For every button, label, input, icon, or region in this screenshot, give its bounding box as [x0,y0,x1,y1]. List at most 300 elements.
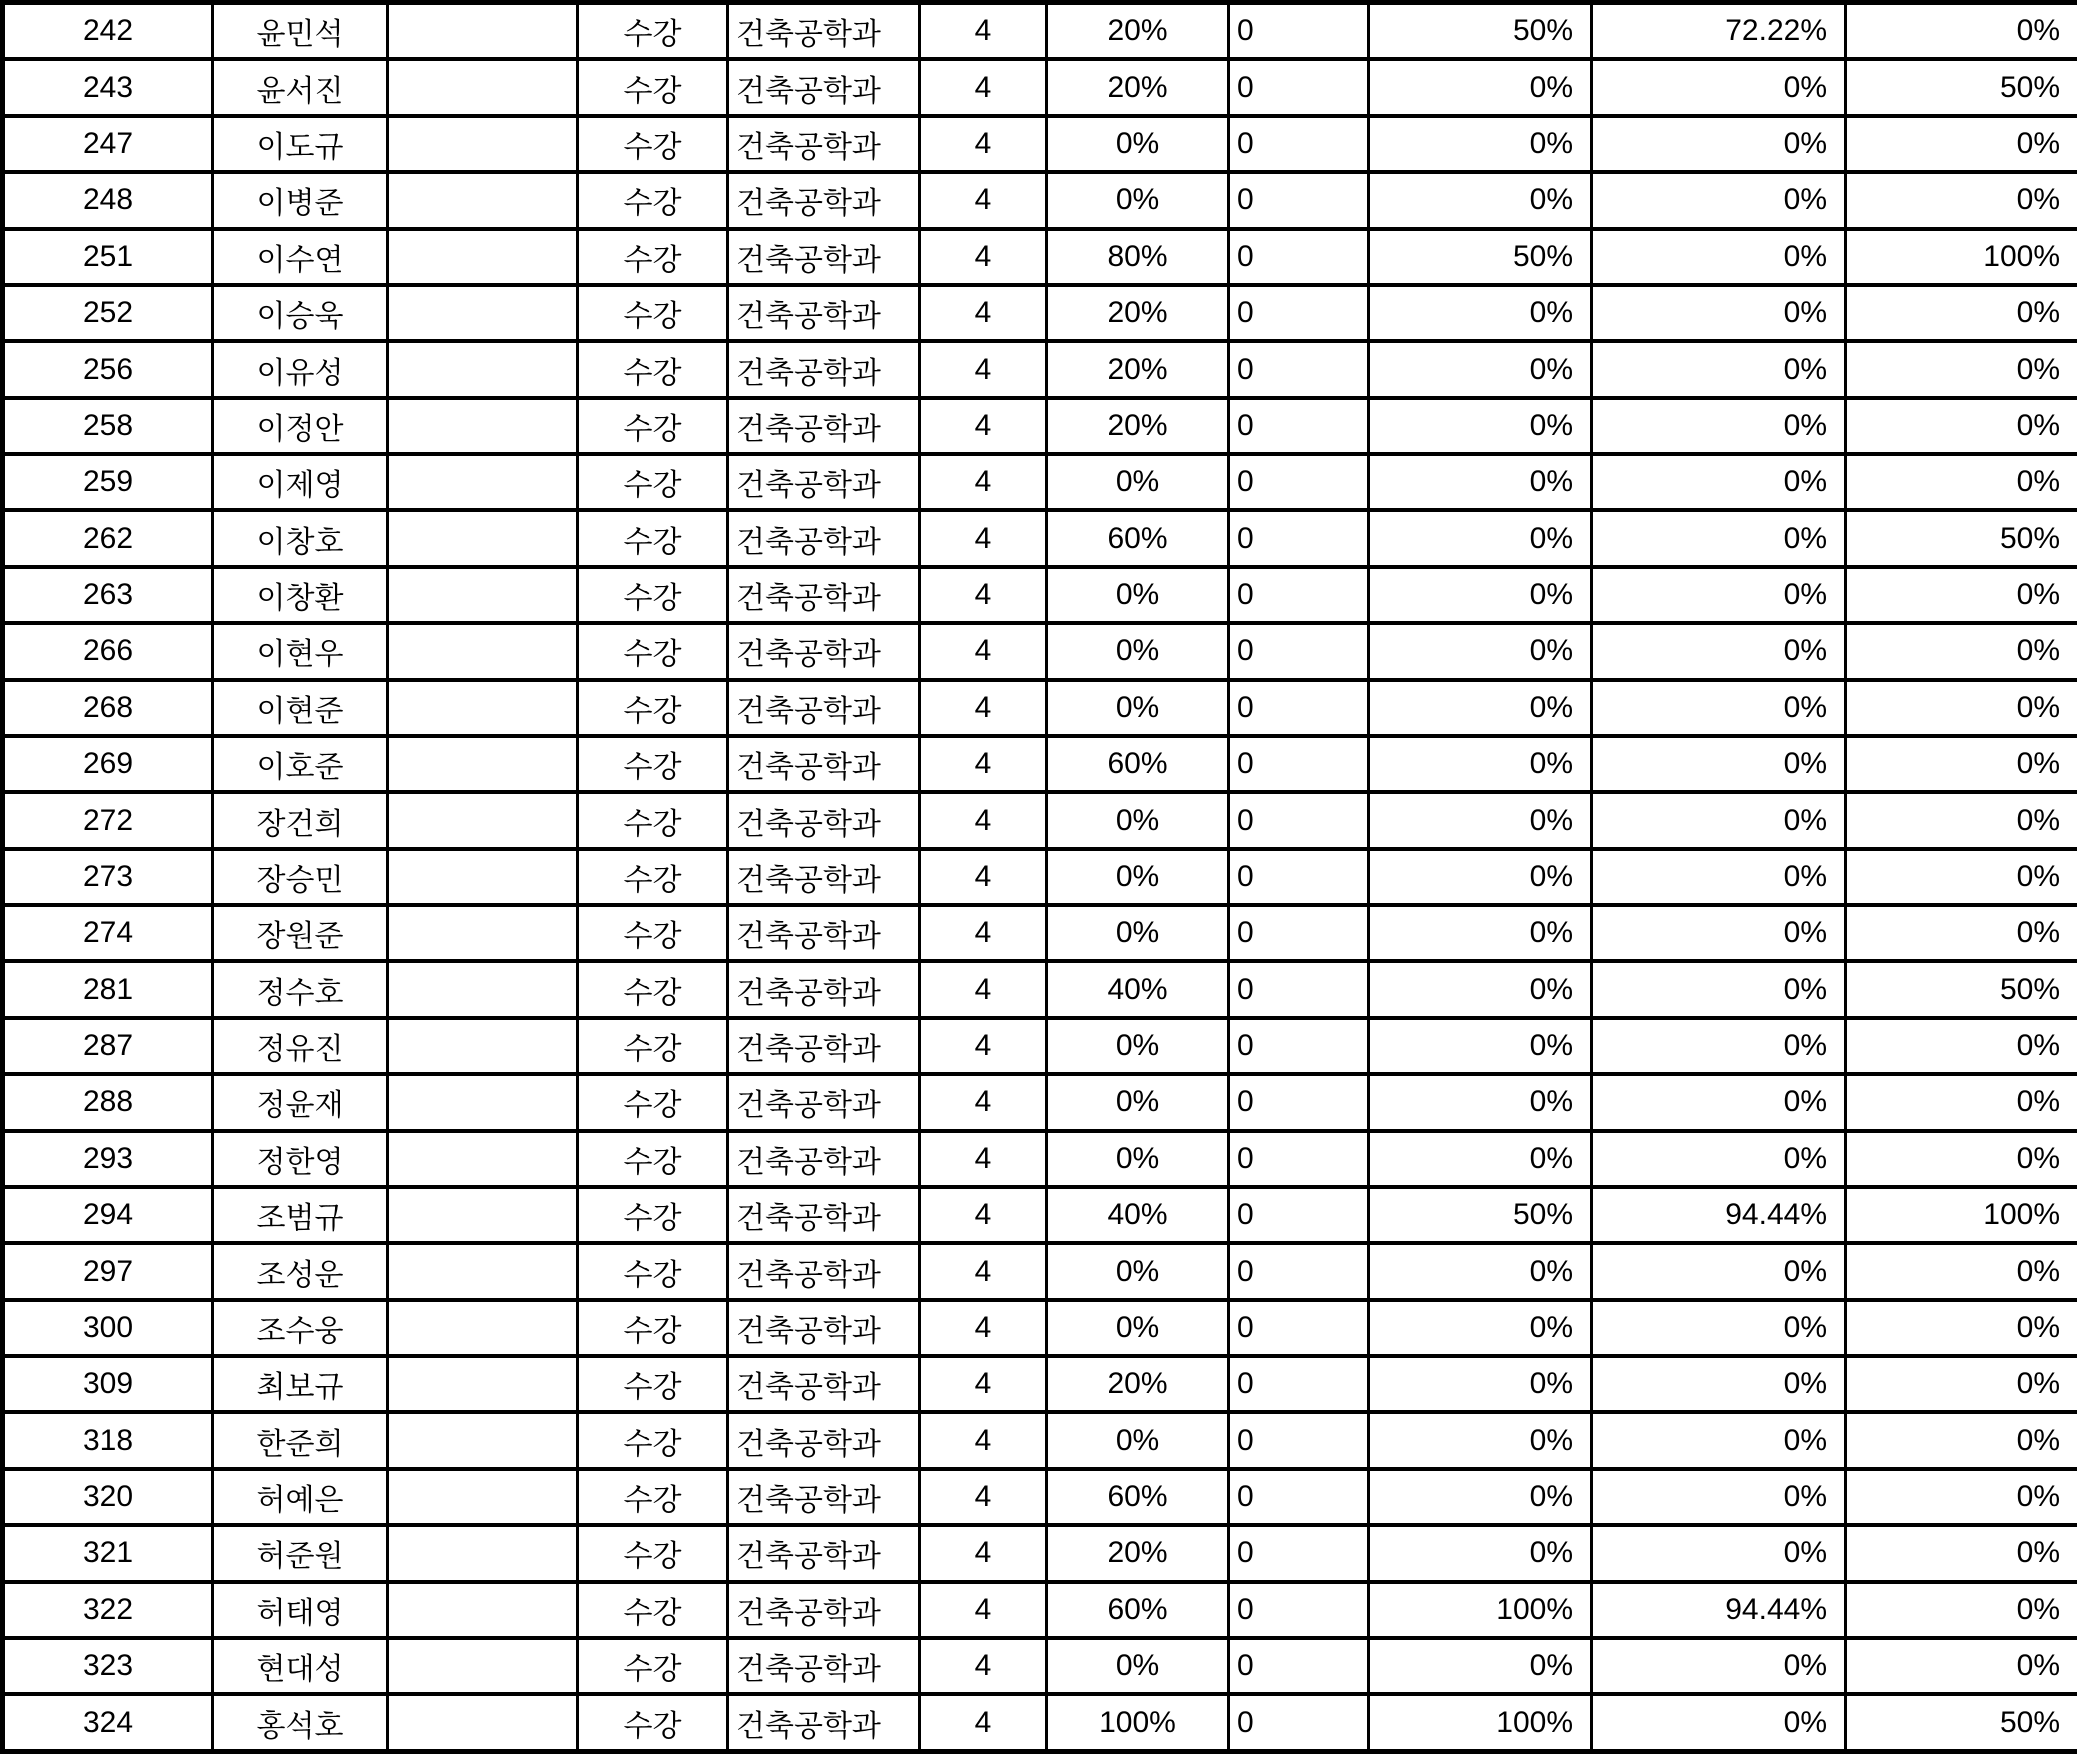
cell-student-no[interactable]: 272 [3,792,213,848]
cell-percent-c[interactable]: 0% [1592,736,1846,792]
cell-percent-c[interactable]: 94.44% [1592,1187,1846,1243]
cell-percent-b[interactable]: 50% [1369,229,1592,285]
cell-zero-flag[interactable]: 0 [1229,623,1369,679]
cell-department[interactable]: 건축공학과 [728,736,920,792]
cell-grade-year[interactable]: 4 [920,510,1047,566]
cell-percent-b[interactable]: 0% [1369,1412,1592,1468]
cell-percent-c[interactable]: 0% [1592,398,1846,454]
cell-percent-a[interactable]: 60% [1047,1469,1229,1525]
cell-student-no[interactable]: 256 [3,341,213,397]
cell-percent-a[interactable]: 0% [1047,172,1229,228]
cell-note[interactable] [388,792,578,848]
cell-student-name[interactable]: 장원준 [213,905,388,961]
cell-student-no[interactable]: 324 [3,1694,213,1751]
cell-enrollment-status[interactable]: 수강 [578,510,728,566]
cell-enrollment-status[interactable]: 수강 [578,905,728,961]
cell-student-name[interactable]: 허예은 [213,1469,388,1525]
cell-percent-d[interactable]: 50% [1846,59,2077,115]
cell-department[interactable]: 건축공학과 [728,792,920,848]
cell-percent-c[interactable]: 0% [1592,1074,1846,1130]
cell-percent-d[interactable]: 100% [1846,229,2077,285]
cell-percent-a[interactable]: 0% [1047,1300,1229,1356]
cell-percent-b[interactable]: 0% [1369,285,1592,341]
cell-zero-flag[interactable]: 0 [1229,1131,1369,1187]
cell-percent-a[interactable]: 0% [1047,1131,1229,1187]
cell-percent-c[interactable]: 0% [1592,229,1846,285]
cell-grade-year[interactable]: 4 [920,680,1047,736]
cell-zero-flag[interactable]: 0 [1229,961,1369,1017]
cell-student-no[interactable]: 309 [3,1356,213,1412]
cell-percent-b[interactable]: 0% [1369,510,1592,566]
cell-zero-flag[interactable]: 0 [1229,1187,1369,1243]
cell-student-no[interactable]: 281 [3,961,213,1017]
cell-student-no[interactable]: 243 [3,59,213,115]
cell-student-no[interactable]: 288 [3,1074,213,1130]
cell-student-no[interactable]: 321 [3,1525,213,1581]
cell-note[interactable] [388,1469,578,1525]
cell-percent-c[interactable]: 0% [1592,1300,1846,1356]
cell-percent-c[interactable]: 0% [1592,172,1846,228]
cell-grade-year[interactable]: 4 [920,1638,1047,1694]
cell-student-name[interactable]: 최보규 [213,1356,388,1412]
cell-student-name[interactable]: 조범규 [213,1187,388,1243]
cell-percent-b[interactable]: 0% [1369,623,1592,679]
cell-enrollment-status[interactable]: 수강 [578,398,728,454]
cell-enrollment-status[interactable]: 수강 [578,1412,728,1468]
cell-percent-d[interactable]: 0% [1846,1131,2077,1187]
cell-percent-c[interactable]: 0% [1592,961,1846,1017]
cell-percent-c[interactable]: 0% [1592,510,1846,566]
cell-enrollment-status[interactable]: 수강 [578,1074,728,1130]
cell-student-name[interactable]: 이호준 [213,736,388,792]
cell-percent-d[interactable]: 0% [1846,736,2077,792]
cell-enrollment-status[interactable]: 수강 [578,341,728,397]
cell-zero-flag[interactable]: 0 [1229,1412,1369,1468]
cell-percent-d[interactable]: 0% [1846,341,2077,397]
cell-department[interactable]: 건축공학과 [728,1469,920,1525]
cell-department[interactable]: 건축공학과 [728,1131,920,1187]
cell-percent-a[interactable]: 60% [1047,510,1229,566]
cell-student-name[interactable]: 조수웅 [213,1300,388,1356]
cell-percent-b[interactable]: 0% [1369,849,1592,905]
cell-percent-a[interactable]: 80% [1047,229,1229,285]
cell-grade-year[interactable]: 4 [920,229,1047,285]
cell-percent-b[interactable]: 0% [1369,680,1592,736]
cell-percent-b[interactable]: 100% [1369,1694,1592,1751]
cell-note[interactable] [388,1638,578,1694]
cell-student-no[interactable]: 274 [3,905,213,961]
cell-zero-flag[interactable]: 0 [1229,1018,1369,1074]
cell-grade-year[interactable]: 4 [920,454,1047,510]
cell-percent-c[interactable]: 0% [1592,341,1846,397]
cell-student-no[interactable]: 268 [3,680,213,736]
cell-zero-flag[interactable]: 0 [1229,454,1369,510]
cell-percent-a[interactable]: 0% [1047,1412,1229,1468]
cell-student-name[interactable]: 이승욱 [213,285,388,341]
cell-note[interactable] [388,567,578,623]
cell-percent-b[interactable]: 0% [1369,398,1592,454]
cell-zero-flag[interactable]: 0 [1229,398,1369,454]
cell-note[interactable] [388,1356,578,1412]
cell-percent-c[interactable]: 0% [1592,454,1846,510]
cell-student-name[interactable]: 정한영 [213,1131,388,1187]
cell-note[interactable] [388,961,578,1017]
cell-department[interactable]: 건축공학과 [728,3,920,60]
cell-department[interactable]: 건축공학과 [728,510,920,566]
cell-percent-a[interactable]: 0% [1047,792,1229,848]
cell-grade-year[interactable]: 4 [920,567,1047,623]
cell-percent-b[interactable]: 0% [1369,1074,1592,1130]
cell-percent-d[interactable]: 0% [1846,1018,2077,1074]
cell-student-no[interactable]: 247 [3,116,213,172]
cell-note[interactable] [388,623,578,679]
cell-enrollment-status[interactable]: 수강 [578,1525,728,1581]
cell-grade-year[interactable]: 4 [920,1300,1047,1356]
cell-percent-c[interactable]: 72.22% [1592,3,1846,60]
cell-percent-b[interactable]: 0% [1369,1243,1592,1299]
cell-department[interactable]: 건축공학과 [728,1582,920,1638]
cell-student-name[interactable]: 이창환 [213,567,388,623]
cell-student-name[interactable]: 현대성 [213,1638,388,1694]
cell-percent-a[interactable]: 0% [1047,1074,1229,1130]
cell-percent-c[interactable]: 0% [1592,1412,1846,1468]
cell-note[interactable] [388,736,578,792]
cell-department[interactable]: 건축공학과 [728,1243,920,1299]
cell-department[interactable]: 건축공학과 [728,1018,920,1074]
cell-percent-b[interactable]: 0% [1369,1638,1592,1694]
cell-percent-a[interactable]: 0% [1047,623,1229,679]
cell-enrollment-status[interactable]: 수강 [578,849,728,905]
cell-percent-b[interactable]: 100% [1369,1582,1592,1638]
cell-percent-d[interactable]: 0% [1846,1356,2077,1412]
cell-grade-year[interactable]: 4 [920,1131,1047,1187]
cell-zero-flag[interactable]: 0 [1229,1243,1369,1299]
cell-note[interactable] [388,1243,578,1299]
cell-percent-c[interactable]: 0% [1592,1131,1846,1187]
cell-grade-year[interactable]: 4 [920,905,1047,961]
cell-percent-c[interactable]: 0% [1592,905,1846,961]
cell-note[interactable] [388,1525,578,1581]
cell-enrollment-status[interactable]: 수강 [578,1300,728,1356]
cell-grade-year[interactable]: 4 [920,3,1047,60]
cell-student-name[interactable]: 조성운 [213,1243,388,1299]
cell-zero-flag[interactable]: 0 [1229,1694,1369,1751]
cell-percent-d[interactable]: 0% [1846,623,2077,679]
cell-enrollment-status[interactable]: 수강 [578,3,728,60]
cell-percent-c[interactable]: 0% [1592,1469,1846,1525]
cell-percent-a[interactable]: 20% [1047,398,1229,454]
cell-percent-b[interactable]: 0% [1369,1525,1592,1581]
cell-note[interactable] [388,172,578,228]
cell-percent-b[interactable]: 0% [1369,792,1592,848]
cell-enrollment-status[interactable]: 수강 [578,792,728,848]
cell-percent-c[interactable]: 0% [1592,1694,1846,1751]
cell-student-no[interactable]: 252 [3,285,213,341]
cell-student-name[interactable]: 이제영 [213,454,388,510]
cell-department[interactable]: 건축공학과 [728,116,920,172]
cell-student-no[interactable]: 318 [3,1412,213,1468]
cell-percent-c[interactable]: 0% [1592,1018,1846,1074]
cell-department[interactable]: 건축공학과 [728,454,920,510]
cell-percent-a[interactable]: 0% [1047,454,1229,510]
cell-student-name[interactable]: 정유진 [213,1018,388,1074]
cell-percent-d[interactable]: 0% [1846,680,2077,736]
cell-grade-year[interactable]: 4 [920,736,1047,792]
cell-grade-year[interactable]: 4 [920,1018,1047,1074]
cell-zero-flag[interactable]: 0 [1229,172,1369,228]
cell-zero-flag[interactable]: 0 [1229,1525,1369,1581]
cell-department[interactable]: 건축공학과 [728,680,920,736]
cell-department[interactable]: 건축공학과 [728,285,920,341]
cell-zero-flag[interactable]: 0 [1229,59,1369,115]
cell-student-no[interactable]: 323 [3,1638,213,1694]
cell-percent-b[interactable]: 0% [1369,905,1592,961]
cell-percent-d[interactable]: 0% [1846,3,2077,60]
cell-percent-d[interactable]: 0% [1846,905,2077,961]
cell-enrollment-status[interactable]: 수강 [578,736,728,792]
cell-zero-flag[interactable]: 0 [1229,792,1369,848]
cell-student-no[interactable]: 258 [3,398,213,454]
cell-grade-year[interactable]: 4 [920,1187,1047,1243]
cell-percent-a[interactable]: 60% [1047,736,1229,792]
cell-student-name[interactable]: 장승민 [213,849,388,905]
cell-enrollment-status[interactable]: 수강 [578,285,728,341]
cell-zero-flag[interactable]: 0 [1229,1582,1369,1638]
cell-percent-b[interactable]: 0% [1369,1300,1592,1356]
cell-percent-d[interactable]: 0% [1846,1412,2077,1468]
cell-student-no[interactable]: 320 [3,1469,213,1525]
cell-percent-c[interactable]: 0% [1592,116,1846,172]
cell-note[interactable] [388,905,578,961]
cell-student-name[interactable]: 홍석호 [213,1694,388,1751]
cell-grade-year[interactable]: 4 [920,116,1047,172]
cell-student-no[interactable]: 294 [3,1187,213,1243]
cell-percent-d[interactable]: 0% [1846,172,2077,228]
cell-enrollment-status[interactable]: 수강 [578,1356,728,1412]
cell-department[interactable]: 건축공학과 [728,1638,920,1694]
cell-percent-d[interactable]: 0% [1846,1300,2077,1356]
cell-student-no[interactable]: 248 [3,172,213,228]
cell-enrollment-status[interactable]: 수강 [578,1694,728,1751]
cell-student-no[interactable]: 287 [3,1018,213,1074]
cell-percent-d[interactable]: 0% [1846,116,2077,172]
cell-zero-flag[interactable]: 0 [1229,229,1369,285]
cell-note[interactable] [388,285,578,341]
cell-percent-d[interactable]: 0% [1846,1074,2077,1130]
cell-percent-d[interactable]: 0% [1846,1582,2077,1638]
cell-enrollment-status[interactable]: 수강 [578,623,728,679]
cell-percent-a[interactable]: 20% [1047,1525,1229,1581]
cell-enrollment-status[interactable]: 수강 [578,1469,728,1525]
cell-percent-a[interactable]: 40% [1047,961,1229,1017]
cell-percent-a[interactable]: 20% [1047,3,1229,60]
cell-percent-d[interactable]: 0% [1846,398,2077,454]
cell-percent-d[interactable]: 0% [1846,1525,2077,1581]
cell-student-no[interactable]: 293 [3,1131,213,1187]
cell-zero-flag[interactable]: 0 [1229,510,1369,566]
cell-zero-flag[interactable]: 0 [1229,567,1369,623]
cell-department[interactable]: 건축공학과 [728,59,920,115]
cell-grade-year[interactable]: 4 [920,285,1047,341]
cell-percent-b[interactable]: 0% [1369,341,1592,397]
cell-note[interactable] [388,341,578,397]
cell-zero-flag[interactable]: 0 [1229,1638,1369,1694]
cell-percent-a[interactable]: 20% [1047,285,1229,341]
cell-percent-b[interactable]: 0% [1369,454,1592,510]
cell-percent-a[interactable]: 20% [1047,341,1229,397]
cell-zero-flag[interactable]: 0 [1229,116,1369,172]
cell-note[interactable] [388,454,578,510]
cell-department[interactable]: 건축공학과 [728,1187,920,1243]
cell-student-name[interactable]: 이창호 [213,510,388,566]
cell-student-name[interactable]: 이수연 [213,229,388,285]
cell-enrollment-status[interactable]: 수강 [578,1187,728,1243]
cell-student-name[interactable]: 이유성 [213,341,388,397]
cell-student-name[interactable]: 이현준 [213,680,388,736]
cell-department[interactable]: 건축공학과 [728,1356,920,1412]
cell-student-no[interactable]: 300 [3,1300,213,1356]
cell-percent-c[interactable]: 0% [1592,1638,1846,1694]
cell-grade-year[interactable]: 4 [920,341,1047,397]
cell-percent-b[interactable]: 50% [1369,3,1592,60]
cell-enrollment-status[interactable]: 수강 [578,1018,728,1074]
cell-percent-c[interactable]: 0% [1592,623,1846,679]
cell-enrollment-status[interactable]: 수강 [578,172,728,228]
cell-zero-flag[interactable]: 0 [1229,905,1369,961]
cell-enrollment-status[interactable]: 수강 [578,1243,728,1299]
cell-note[interactable] [388,1412,578,1468]
cell-student-name[interactable]: 윤서진 [213,59,388,115]
cell-enrollment-status[interactable]: 수강 [578,454,728,510]
cell-department[interactable]: 건축공학과 [728,961,920,1017]
cell-percent-c[interactable]: 0% [1592,1243,1846,1299]
cell-zero-flag[interactable]: 0 [1229,849,1369,905]
cell-percent-a[interactable]: 0% [1047,116,1229,172]
cell-grade-year[interactable]: 4 [920,849,1047,905]
cell-note[interactable] [388,116,578,172]
cell-note[interactable] [388,229,578,285]
cell-department[interactable]: 건축공학과 [728,1300,920,1356]
cell-percent-c[interactable]: 0% [1592,1525,1846,1581]
cell-enrollment-status[interactable]: 수강 [578,680,728,736]
cell-percent-a[interactable]: 20% [1047,1356,1229,1412]
cell-student-no[interactable]: 242 [3,3,213,60]
cell-percent-a[interactable]: 0% [1047,1018,1229,1074]
cell-student-name[interactable]: 정윤재 [213,1074,388,1130]
cell-percent-b[interactable]: 0% [1369,172,1592,228]
cell-note[interactable] [388,1131,578,1187]
cell-zero-flag[interactable]: 0 [1229,1300,1369,1356]
cell-grade-year[interactable]: 4 [920,1582,1047,1638]
cell-percent-c[interactable]: 94.44% [1592,1582,1846,1638]
cell-department[interactable]: 건축공학과 [728,567,920,623]
cell-percent-a[interactable]: 100% [1047,1694,1229,1751]
cell-grade-year[interactable]: 4 [920,172,1047,228]
cell-student-name[interactable]: 이정안 [213,398,388,454]
cell-note[interactable] [388,510,578,566]
cell-department[interactable]: 건축공학과 [728,341,920,397]
cell-student-name[interactable]: 윤민석 [213,3,388,60]
cell-percent-d[interactable]: 0% [1846,1243,2077,1299]
cell-grade-year[interactable]: 4 [920,1694,1047,1751]
cell-enrollment-status[interactable]: 수강 [578,1582,728,1638]
cell-enrollment-status[interactable]: 수강 [578,567,728,623]
cell-percent-b[interactable]: 0% [1369,1018,1592,1074]
cell-grade-year[interactable]: 4 [920,59,1047,115]
cell-percent-d[interactable]: 0% [1846,567,2077,623]
cell-note[interactable] [388,1018,578,1074]
cell-department[interactable]: 건축공학과 [728,1694,920,1751]
cell-zero-flag[interactable]: 0 [1229,680,1369,736]
cell-student-no[interactable]: 259 [3,454,213,510]
cell-grade-year[interactable]: 4 [920,1243,1047,1299]
cell-zero-flag[interactable]: 0 [1229,1074,1369,1130]
cell-department[interactable]: 건축공학과 [728,1412,920,1468]
cell-enrollment-status[interactable]: 수강 [578,229,728,285]
cell-percent-d[interactable]: 0% [1846,285,2077,341]
cell-percent-b[interactable]: 0% [1369,1356,1592,1412]
cell-department[interactable]: 건축공학과 [728,229,920,285]
cell-percent-d[interactable]: 50% [1846,1694,2077,1751]
cell-department[interactable]: 건축공학과 [728,905,920,961]
cell-student-no[interactable]: 251 [3,229,213,285]
cell-department[interactable]: 건축공학과 [728,172,920,228]
cell-department[interactable]: 건축공학과 [728,1525,920,1581]
cell-student-name[interactable]: 이현우 [213,623,388,679]
cell-student-no[interactable]: 273 [3,849,213,905]
cell-percent-b[interactable]: 0% [1369,116,1592,172]
cell-percent-b[interactable]: 0% [1369,567,1592,623]
cell-percent-d[interactable]: 0% [1846,1638,2077,1694]
cell-student-name[interactable]: 이병준 [213,172,388,228]
cell-enrollment-status[interactable]: 수강 [578,961,728,1017]
cell-percent-b[interactable]: 0% [1369,1131,1592,1187]
cell-percent-c[interactable]: 0% [1592,567,1846,623]
cell-grade-year[interactable]: 4 [920,1074,1047,1130]
cell-note[interactable] [388,1694,578,1751]
cell-enrollment-status[interactable]: 수강 [578,59,728,115]
cell-percent-a[interactable]: 0% [1047,1638,1229,1694]
cell-note[interactable] [388,3,578,60]
cell-note[interactable] [388,680,578,736]
cell-percent-c[interactable]: 0% [1592,680,1846,736]
cell-student-name[interactable]: 허태영 [213,1582,388,1638]
cell-student-name[interactable]: 허준원 [213,1525,388,1581]
cell-zero-flag[interactable]: 0 [1229,341,1369,397]
cell-enrollment-status[interactable]: 수강 [578,1638,728,1694]
cell-percent-b[interactable]: 0% [1369,961,1592,1017]
cell-percent-c[interactable]: 0% [1592,792,1846,848]
cell-zero-flag[interactable]: 0 [1229,1356,1369,1412]
cell-percent-a[interactable]: 0% [1047,905,1229,961]
cell-student-name[interactable]: 이도규 [213,116,388,172]
cell-student-no[interactable]: 266 [3,623,213,679]
cell-grade-year[interactable]: 4 [920,1469,1047,1525]
cell-percent-b[interactable]: 0% [1369,1469,1592,1525]
cell-percent-b[interactable]: 0% [1369,59,1592,115]
cell-enrollment-status[interactable]: 수강 [578,1131,728,1187]
cell-department[interactable]: 건축공학과 [728,849,920,905]
cell-percent-d[interactable]: 0% [1846,1469,2077,1525]
cell-grade-year[interactable]: 4 [920,1356,1047,1412]
cell-student-no[interactable]: 263 [3,567,213,623]
cell-note[interactable] [388,59,578,115]
cell-percent-c[interactable]: 0% [1592,1356,1846,1412]
cell-enrollment-status[interactable]: 수강 [578,116,728,172]
cell-percent-d[interactable]: 0% [1846,454,2077,510]
cell-student-name[interactable]: 정수호 [213,961,388,1017]
cell-zero-flag[interactable]: 0 [1229,3,1369,60]
